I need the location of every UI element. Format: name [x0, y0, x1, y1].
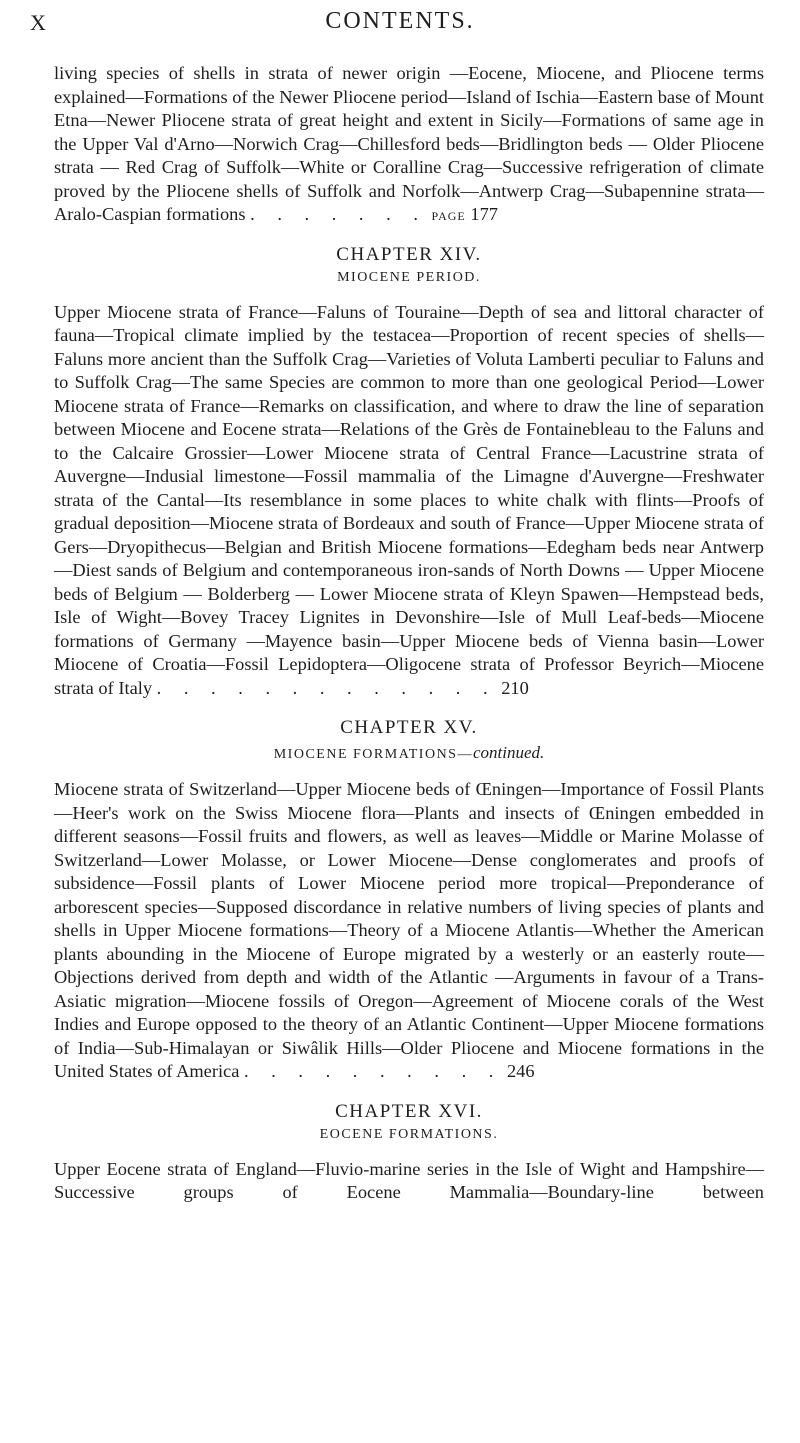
- summary-text: Upper Eocene strata of England—Fluvio-marine series in the Isle of Wight and Hampshire—Successive groups of Eocene Mammalia—Boundary-line between: [54, 1158, 764, 1202]
- chapter-subtitle: EOCENE FORMATIONS.: [319, 1126, 499, 1142]
- chapter-heading: CHAPTER XV.: [340, 717, 478, 738]
- chapter-heading: CHAPTER XVI.: [335, 1100, 483, 1122]
- summary-text: Miocene strata of Switzerland—Upper Miocene beds of Œningen—Importance of Fossil Plants—Heer's work on the Swiss Miocene flora—Plants and insects of Œningen embedded in different seasons—Fossil fruits and flowers, as well as leaves—Middle or Marine Molasse of Switzerland—Lower Molasse, or Lower Miocene—Dense conglomerates and proofs of subsidence—Fossil plants of Lower Miocene period more tropical—Preponderance of arborescent species—Supposed discordance in relative numbers of living species of plants and shells in Upper Miocene formations—Theory of a Miocene Atlantis—Whether the American plants abounding in the Miocene of Europe migrated by a westerly or an easterly route—Objections derived from depth and width of the Atlantic —Arguments in favour of a Trans-Asiatic migration—Miocene fossils of Oregon—Agreement of Miocene corals of the West Indies and Europe opposed to the theory of an Atlantic Continent—Upper Miocene formations of India—Sub-Himalayan or Siwâlik Hills—Older Pliocene and Miocene formations in the United States of America: [54, 779, 764, 1081]
- chapter-heading: CHAPTER XIV.: [336, 243, 482, 265]
- chapter-summary: [54, 778, 764, 1084]
- contents-body: [54, 62, 764, 1205]
- page-number: X: [30, 10, 47, 35]
- chapter-summary: [54, 301, 764, 701]
- page-label: page: [431, 205, 466, 224]
- chapter-subtitle-continued: continued.: [472, 743, 545, 762]
- page-number-ref: 177: [470, 204, 498, 224]
- chapter-subtitle: MIOCENE PERIOD.: [337, 269, 481, 285]
- chapter-subtitle-main: MIOCENE FORMATIONS—: [273, 747, 473, 762]
- chapter-subtitle: [54, 743, 764, 763]
- leader-dots: . . . . . . . . . .: [244, 1061, 503, 1081]
- page-number-ref: 246: [506, 1061, 535, 1081]
- summary-text: Upper Miocene strata of France—Faluns of Touraine—Depth of sea and littoral character of fauna—Tropical climate implied by the testacea—Proportion of recent species of shells—Faluns more ancient than the Suffolk Crag—Varieties of Voluta Lamberti peculiar to Faluns and to Suffolk Crag—The same Species are common to more than one geological Period—Lower Miocene strata of France—Remarks on classification, and where to draw the line of separation between Miocene and Eocene strata—Relations of the Grès de Fontainebleau to the Faluns and to the Calcaire Grossier—Lower Miocene strata of Central France—Lacustrine strata of Auvergne—Indusial limestone—Fossil mammalia of the Limagne d'Auvergne—Freshwater strata of the Cantal—Its resemblance in some places to white chalk with flints—Proofs of gradual deposition—Miocene strata of Bordeaux and south of France—Upper Miocene strata of Gers—Dryopithecus—Belgian and British Miocene formations—Edegham beds near Antwerp—Diest sands of Belgium and contemporaneous iron-sands of North Downs — Upper Miocene beds of Belgium — Bolderberg — Lower Miocene strata of Kleyn Spawen—Hempstead beds, Isle of Wight—Bovey Tracey Lignites in Devonshire—Isle of Mull Leaf-beds—Miocene formations of Germany —Mayence basin—Upper Miocene beds of Vienna basin—Lower Miocene of Croatia—Fossil Lepidoptera—Oligocene strata of Professor Beyrich—Miocene strata of Italy: [54, 301, 764, 698]
- chapter-summary: [54, 62, 764, 227]
- page-reference: [432, 204, 498, 224]
- chapter-summary: [54, 1158, 764, 1205]
- leader-dots: . . . . . . .: [250, 204, 427, 224]
- page-number-ref: 210: [501, 677, 529, 698]
- leader-dots: . . . . . . . . . . . . .: [156, 677, 497, 698]
- page-header: [0, 6, 800, 50]
- running-title: CONTENTS.: [325, 8, 475, 34]
- summary-text: living species of shells in strata of newer origin —Eocene, Miocene, and Pliocene terms explained—Formations of the Newer Pliocene period—Island of Ischia—Eastern base of Mount Etna—Newer Pliocene strata of great height and extent in Sicily—Formations of same age in the Upper Val d'Arno—Norwich Crag—Chillesford beds—Bridlington beds — Older Pliocene strata — Red Crag of Suffolk—White or Coralline Crag—Successive refrigeration of climate proved by the Pliocene shells of Suffolk and Norfolk—Antwerp Crag—Subapennine strata—Aralo-Caspian formations: [54, 63, 764, 224]
